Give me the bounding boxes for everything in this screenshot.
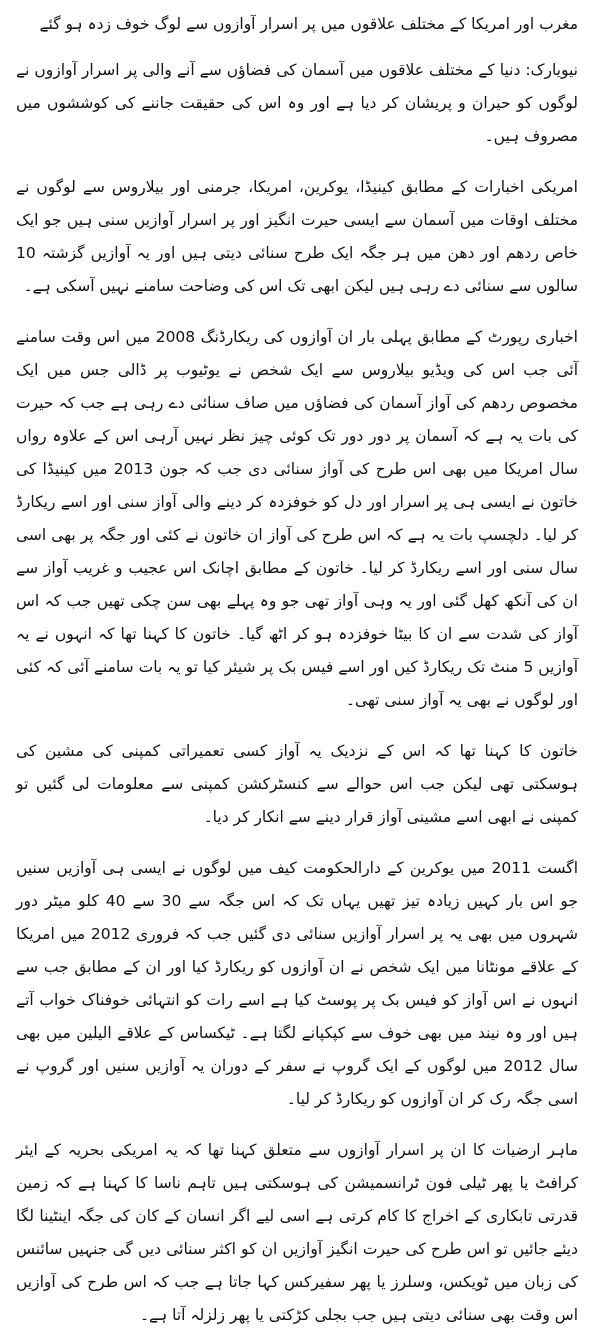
article-paragraph: اخباری رپورٹ کے مطابق پہلی بار ان آوازوں کی ریکارڈنگ 2008 میں اس وقت سامنے آئی جب اس کی ویڈیو بیلاروس سے ایک شخص نے یوٹیوب پر ڈالی جس میں ایک مخصوص ردھم کی آواز آسمان کی فضاؤں میں صاف سنائی دے رہی ہے جب کہ حیرت کی بات یہ ہے کہ آسمان پر دور دور تک کوئی چیز نظر نہیں آرہی اس کے علاوہ رواں سال امریکا میں بھی اس طرح کی آواز سنائی دی جب کہ جون 2013 میں کینیڈا کی خاتون نے ایسی ہی پر اسرار اور دل کو خوفزدہ کر دینے والی آواز سنی اور اسے ریکارڈ کر لیا۔ دلچسپ بات یہ ہے کہ اس طرح کی آواز ان خاتون نے کئی اور جگہ پر بھی اسی سال سنی اور اسے ریکارڈ کر لیا۔ خاتون کے مطابق اچانک اس عجیب و غریب آواز سے ان کی آنکھ کھل گئی اور یہ وہی آواز تھی جو وہ پہلے بھی سن چکی تھیں جب کہ اس آواز کی شدت سے ان کا بیٹا خوفزدہ ہو کر اٹھ گیا۔ خاتون کا کہنا تھا کہ انہوں نے یہ آوازیں 5 منٹ تک ریکارڈ کیں اور اسے فیس بک پر شیئر کیا تو یہ بات سامنے آئی کہ کئی اور لوگوں نے بھی یہ آواز سنی تھی۔ bbox=[16, 328, 579, 709]
article-paragraph: خاتون کا کہنا تھا کہ اس کے نزدیک یہ آواز کسی تعمیراتی کمپنی کی مشین کی ہوسکتی تھی لیکن جب اس حوالے سے کنسٹرکشن کمپنی سے معلومات لی گئیں تو کمپنی نے ابھی اسے مشینی آواز قرار دینے سے انکار کر دیا۔ bbox=[16, 742, 578, 826]
article-paragraph: نیویارک: دنیا کے مختلف علاقوں میں آسمان کی فضاؤں سے آنے والی پر اسرار آوازوں نے لوگوں کو حیران و پریشان کر دیا ہے اور وہ اس کی حقیقت جاننے کی کوششوں میں مصروف ہیں۔ bbox=[16, 61, 578, 145]
article-headline: مغرب اور امریکا کے مختلف علاقوں میں پر اسرار آوازوں سے لوگ خوف زدہ ہو گئے bbox=[39, 15, 578, 33]
article-paragraph: اگست 2011 میں یوکرین کے دارالحکومت کیف میں لوگوں نے ایسی ہی آوازیں سنیں جو اس بار کہیں زیادہ تیز تھیں یہاں تک کہ اس جگہ سے 30 سے 40 کلو میٹر دور شہروں میں بھی یہ پر اسرار آوازیں سنائی دی گئیں جب کہ فروری 2012 میں امریکا کے علاقے مونٹانا میں ایک شخص نے ان آوازوں کو ریکارڈ کیا اور ان کے مطابق جب سے انہوں نے اس آواز کو فیس بک پر پوسٹ کیا ہے اسے رات کو انتہائی خوفناک خواب آتے ہیں اور وہ نیند میں بھی خوف سے کپکپانے لگتا ہے۔ ٹیکساس کے علاقے الیلین میں بھی سال 2012 میں لوگوں کے ایک گروپ نے سفر کے دوران یہ آوازیں سنیں اور گروپ نے اسی جگہ رک کر ان آوازوں کو ریکارڈ کر لیا۔ bbox=[16, 859, 578, 1108]
article-paragraph: امریکی اخبارات کے مطابق کینیڈا، یوکرین، امریکا، جرمنی اور بیلاروس سے لوگوں نے مختلف اوقات میں آسمان سے ایسی حیرت انگیز اور پر اسرار آوازیں سنی ہیں جو ایک خاص ردھم اور دھن میں ہر جگہ ایک طرح سنائی دیتی ہیں اور یہ آوازیں گزشتہ 10 سالوں سے سنائی دے رہی ہیں لیکن ابھی تک اس کی وضاحت سامنے نہیں آسکی ہے۔ bbox=[16, 178, 578, 295]
article-paragraph: ماہر ارضیات کا ان پر اسرار آوازوں سے متعلق کہنا تھا کہ یہ امریکی بحریہ کے ایئر کرافٹ یا پھر ٹیلی فون ٹرانسمیشن کی ہوسکتی ہیں تاہم ناسا کا کہنا ہے کہ زمین قدرتی تابکاری کے اخراج کا کام کرتی ہے اسی لیے اگر انسان کے کان کی جگہ اینٹینا لگا دیئے جائیں تو اس طرح کی حیرت انگیز آوازیں ان کو اکثر سنائی دیں گی جنہیں سائنس کی زبان میں ٹویکس، وسلرز یا پھر سفیرکس کہا جاتا ہے جب کہ اس طرح کی آوازیں اس وقت بھی سنائی دیتی ہیں جب بجلی کڑکتی یا پھر زلزلہ آتا ہے۔ bbox=[16, 1141, 578, 1324]
